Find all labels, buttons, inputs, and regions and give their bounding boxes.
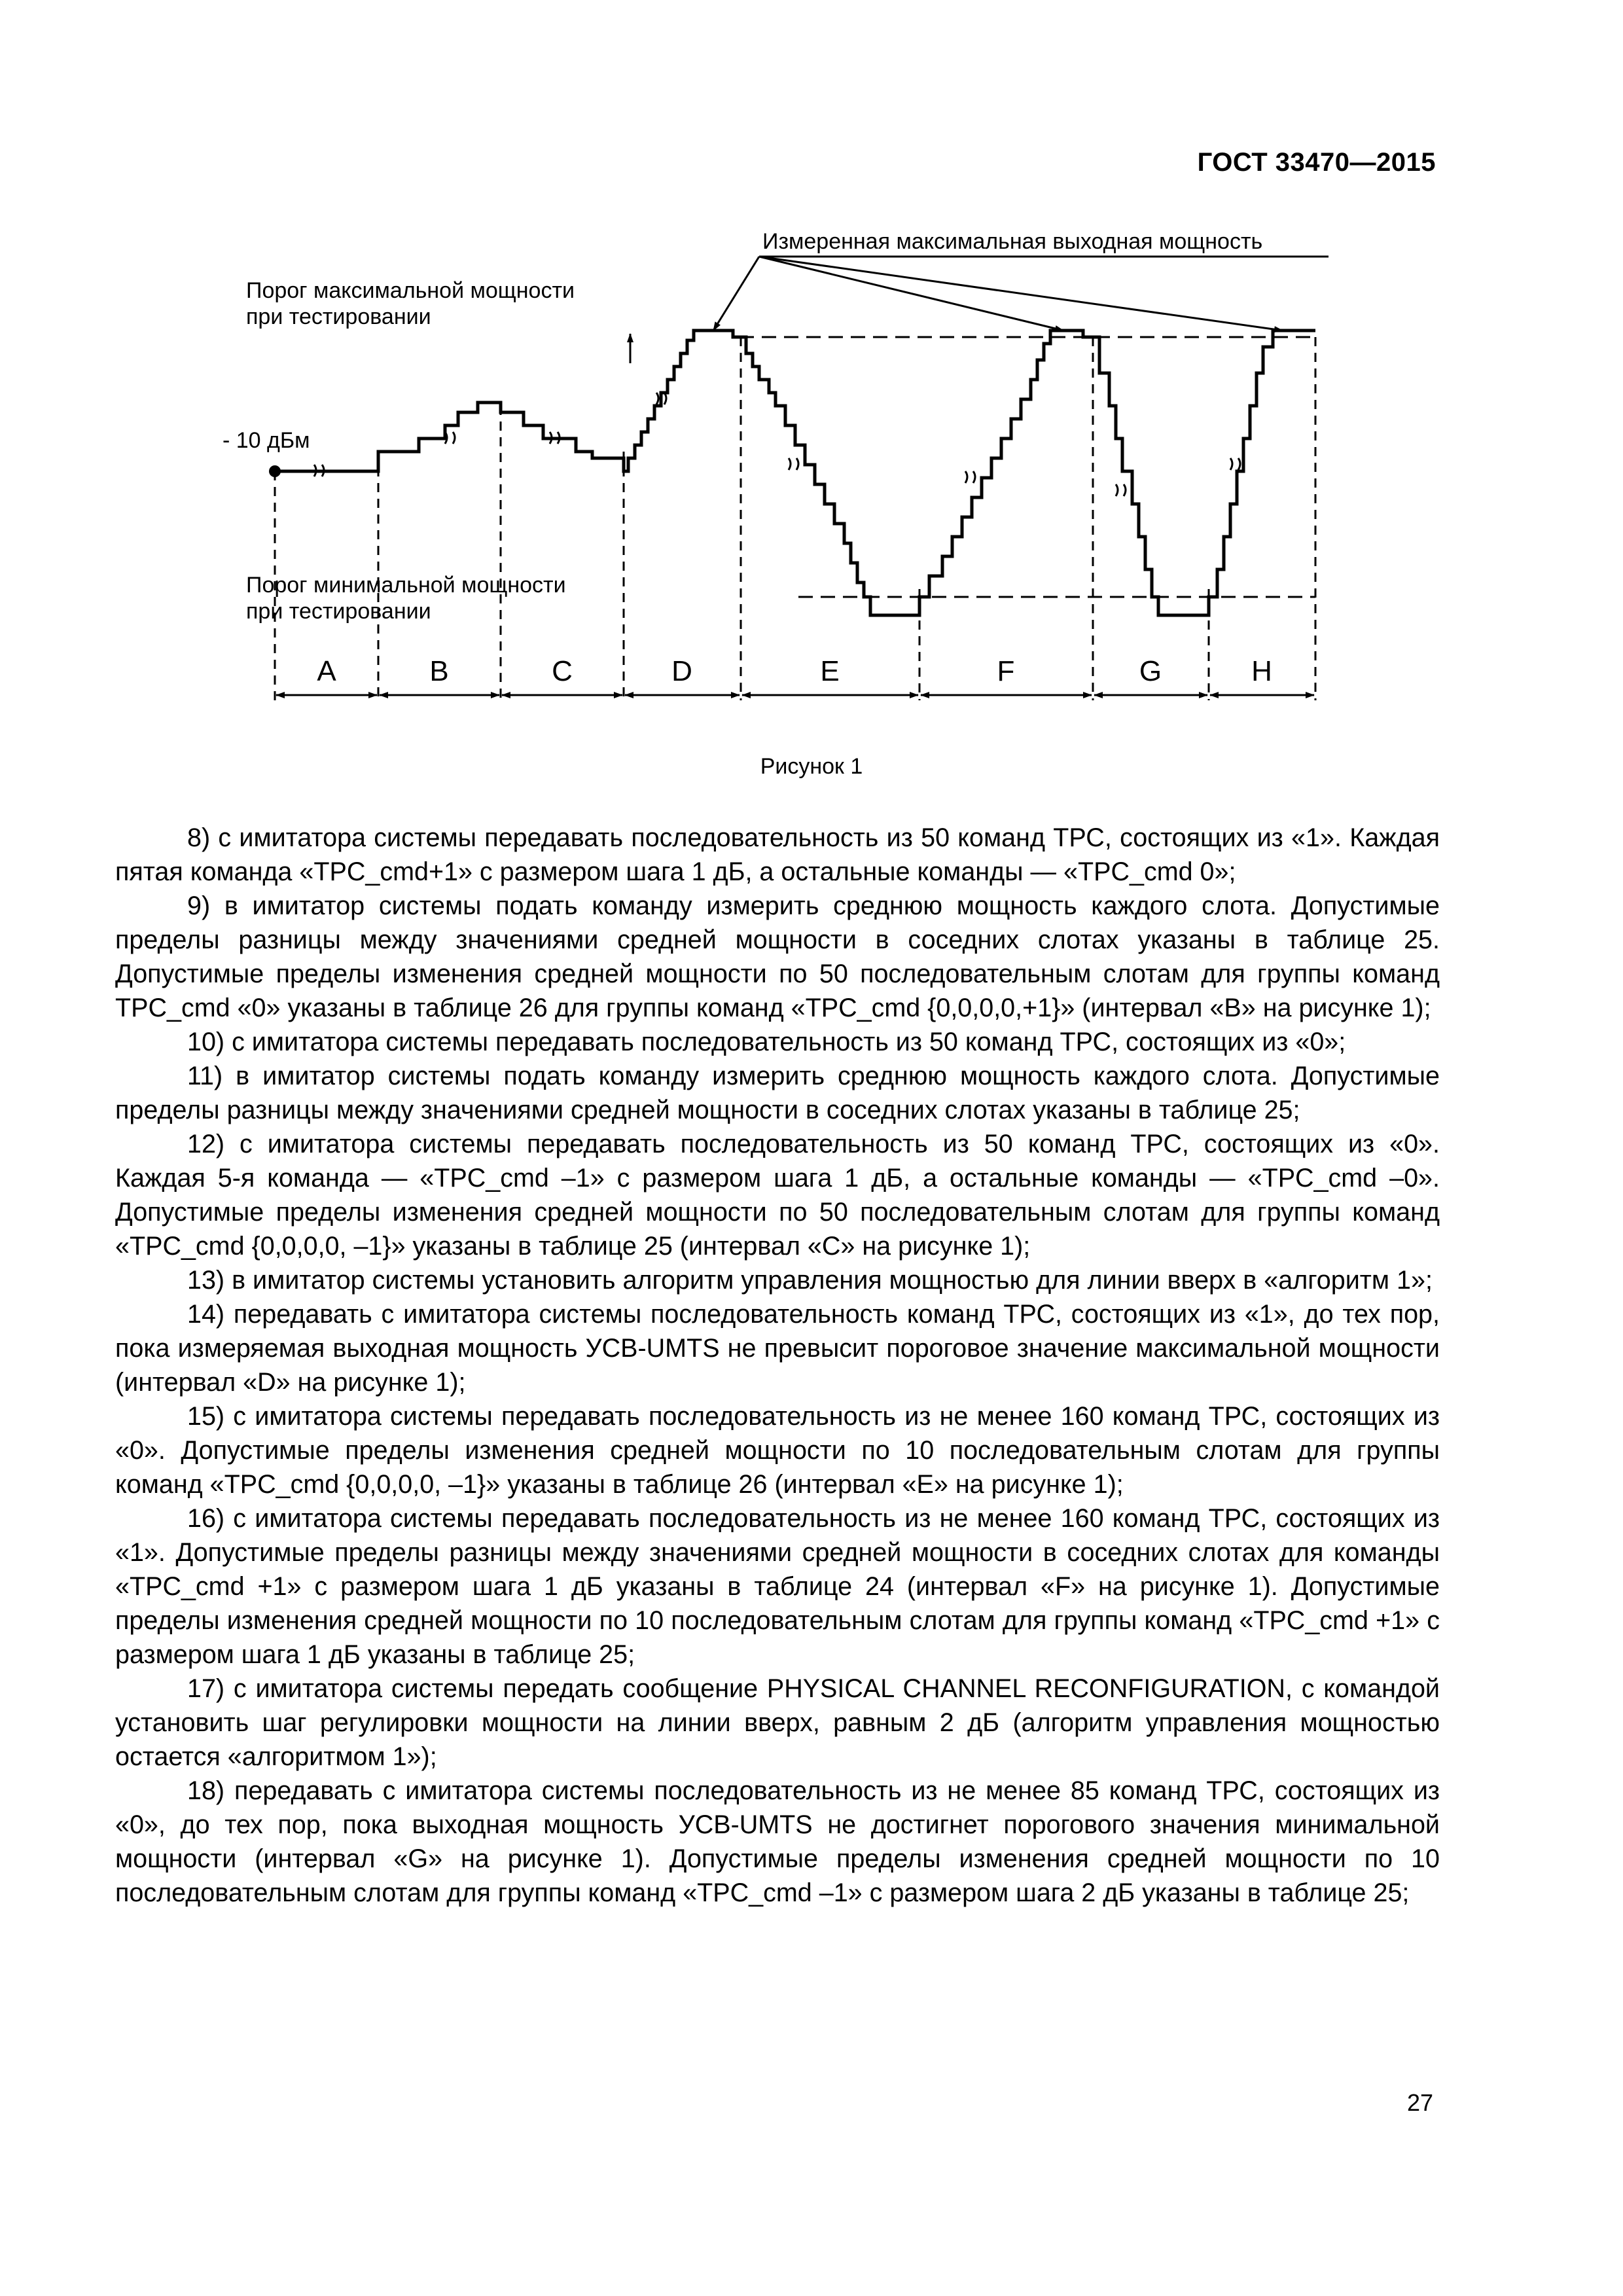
paragraph-16: 16) с имитатора системы передавать последовательность из не менее 160 команд ТРС, состоящих из «1». Допустимые пределы разницы между значениями средней мощности в соседних слотах для команды «TPC_cmd +1» с размером шага 1 дБ указаны в таблице 24 (интервал «F» на рисунке 1). Допустимые пределы изменения средней мощности по 10 последовательным слотам для группы команд «TPC_cmd +1» с размером шага 1 дБ указаны в таблице 25; xyxy=(115,1504,1440,1669)
paragraph-11: 11) в имитатор системы подать команду измерить среднюю мощность каждого слота. Допустимые пределы разницы между значениями средней мощности в соседних слотах указаны в таблице 25; xyxy=(115,1062,1440,1124)
label-max-threshold-line1: Порог максимальной мощности xyxy=(246,278,575,303)
label-min-threshold-line2: при тестировании xyxy=(246,599,431,624)
document-header: ГОСТ 33470—2015 xyxy=(1197,148,1436,177)
paragraph-14: 14) передавать с имитатора системы последовательность команд ТРС, состоящих из «1», до тех пор, пока измеряемая выходная мощность УСВ-UMTS не превысит пороговое значение максимальной мощности (интервал «D» на рисунке 1); xyxy=(115,1300,1440,1397)
interval-label-f: F xyxy=(997,655,1015,687)
paragraph-9: 9) в имитатор системы подать команду измерить среднюю мощность каждого слота. Допустимые пределы разницы между значениями средней мощности в соседних слотах указаны в таблице 25. Допустимые пределы изменения средней мощности по 50 последовательным слотам для группы команд TPC_cmd «0» указаны в таблице 26 для группы команд «TPC_cmd {0,0,0,0,+1}» (интервал «В» на рисунке 1); xyxy=(115,891,1440,1022)
break-marks xyxy=(314,393,1240,496)
paragraph-17: 17) с имитатора системы передать сообщение PHYSICAL CHANNEL RECONFIGURATION, с командой установить шаг регулировки мощности на линии вверх, равным 2 дБ (алгоритм управления мощностью остается «алгоритмом 1»); xyxy=(115,1674,1440,1771)
paragraph-8: 8) с имитатора системы передавать последовательность из 50 команд ТРС, состоящих из «1». Каждая пятая команда «TPC_cmd+1» с размером шага 1 дБ, а остальные команды — «TPC_cmd 0»; xyxy=(115,823,1440,886)
label-measured-max-power: Измеренная максимальная выходная мощность xyxy=(762,229,1263,254)
body-text xyxy=(115,821,1440,1910)
paragraph-15: 15) с имитатора системы передавать последовательность из не менее 160 команд ТРС, состоящих из «0». Допустимые пределы изменения средней мощности по 10 последовательным слотам для группы команд «TPC_cmd {0,0,0,0, –1}» указаны в таблице 26 (интервал «Е» на рисунке 1); xyxy=(115,1402,1440,1499)
label-max-threshold-line2: при тестировании xyxy=(246,304,431,329)
start-point xyxy=(269,465,281,477)
interval-label-b: B xyxy=(429,655,449,687)
figure-caption: Рисунок 1 xyxy=(760,754,863,779)
page-number: 27 xyxy=(1406,2089,1433,2116)
interval-boundaries xyxy=(275,337,1315,700)
measured-pointers xyxy=(713,257,1283,331)
paragraph-10: 10) с имитатора системы передавать последовательность из 50 команд ТРС, состоящих из «0»; xyxy=(187,1028,1346,1056)
label-start-power: - 10 дБм xyxy=(223,428,310,453)
interval-label-a: A xyxy=(317,655,336,687)
paragraph-18: 18) передавать с имитатора системы последовательность из не менее 85 команд ТРС, состоящих из «0», до тех пор, пока выходная мощность УСВ-UMTS не достигнет порогового значения минимальной мощности (интервал «G» на рисунке 1). Допустимые пределы изменения средней мощности по 10 последовательным слотам для группы команд «TPC_cmd –1» с размером шага 2 дБ указаны в таблице 25; xyxy=(115,1776,1440,1907)
interval-label-g: G xyxy=(1139,655,1162,687)
paragraph-12: 12) с имитатора системы передавать последовательность из 50 команд ТРС, состоящих из «0». Каждая 5-я команда — «TPC_cmd –1» с размером шага 1 дБ, а остальные команды — «TPC_cmd –0». Допустимые пределы изменения средней мощности по 50 последовательным слотам для группы команд «TPC_cmd {0,0,0,0, –1}» указаны в таблице 25 (интервал «С» на рисунке 1); xyxy=(115,1130,1440,1261)
figure-1-power-diagram xyxy=(0,0,1623,746)
interval-label-h: H xyxy=(1251,655,1272,687)
paragraph-13: 13) в имитатор системы установить алгоритм управления мощностью для линии вверх в «алгоритм 1»; xyxy=(187,1266,1433,1295)
interval-label-d: D xyxy=(671,655,692,687)
interval-label-c: C xyxy=(552,655,573,687)
interval-label-e: E xyxy=(820,655,840,687)
label-min-threshold-line1: Порог минимальной мощности xyxy=(246,573,566,598)
